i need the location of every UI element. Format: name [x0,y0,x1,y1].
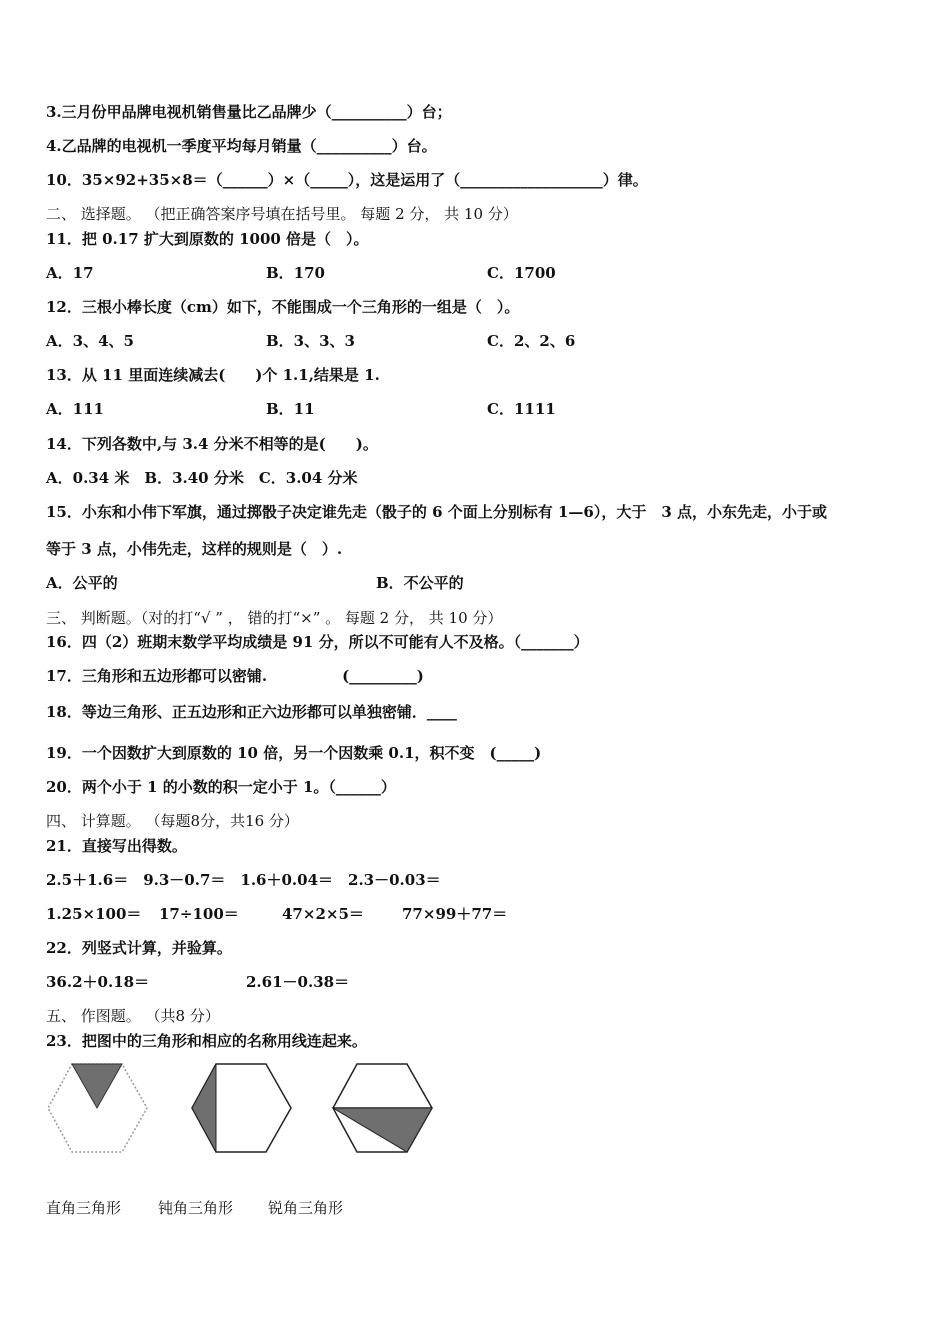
question-18: 18．等边三角形、正五边形和正六边形都可以单独密铺．____ [46,703,457,721]
question-11: 11．把 0.17 扩大到原数的 1000 倍是（ ）。 [46,230,369,248]
q12-option-c: C．2、2、6 [487,332,576,350]
hexagon-figure-2 [192,1064,291,1152]
q13-option-b: B．11 [266,400,315,418]
calc-row-2-item-4: 77×99＋77＝ [402,905,508,923]
calc-row-2-item-3: 47×2×5＝ [282,905,364,923]
q13-option-c: C．1111 [487,400,556,418]
q11-option-a: A．17 [46,264,94,282]
q14-options: A．0.34 米 B．3.40 分米 C．3.04 分米 [46,469,358,487]
hexagon-figure-1 [48,1064,147,1152]
q11-option-b: B．170 [266,264,325,282]
question-10: 10．35×92+35×8＝（______）×（_____），这是运用了（___________________）律。 [46,171,648,189]
label-obtuse-triangle: 钝角三角形 [158,1199,234,1217]
q11-option-c: C．1700 [487,264,556,282]
label-right-triangle: 直角三角形 [46,1199,122,1217]
hexagon-figure-3 [333,1064,432,1152]
question-22: 22．列竖式计算，并验算。 [46,939,232,957]
question-13: 13．从 11 里面连续减去( )个 1.1,结果是 1. [46,366,380,384]
question-23: 23．把图中的三角形和相应的名称用线连起来。 [46,1032,367,1050]
section-2-heading: 二、 选择题。 （把正确答案序号填在括号里。 每题 2 分， 共 10 分） [46,205,518,223]
q15-option-a: A．公平的 [46,574,118,592]
shaded-triangle-2 [192,1064,216,1152]
q13-option-a: A．111 [46,400,104,418]
question-15-part2: 等于 3 点，小伟先走，这样的规则是（ ）. [46,540,343,558]
calc-row-3-item-2: 2.61－0.38＝ [246,973,350,991]
question-14: 14．下列各数中,与 3.4 分米不相等的是( )。 [46,435,378,453]
question-12: 12．三根小棒长度（cm）如下，不能围成一个三角形的一组是（ ）。 [46,298,520,316]
question-15-part1: 15．小东和小伟下军旗，通过掷骰子决定谁先走（骰子的 6 个面上分别标有 1—6），大于 3 点，小东先走，小于或 [46,503,828,521]
section-5-heading: 五、 作图题。 （共8 分） [46,1007,220,1025]
calc-row-3-item-1: 36.2＋0.18＝ [46,973,150,991]
question-4: 4.乙品牌的电视机一季度平均每月销量（__________）台。 [46,137,437,155]
question-19: 19．一个因数扩大到原数的 10 倍，另一个因数乘 0.1，积不变 (_____) [46,744,542,762]
calc-row-2-item-1: 1.25×100＝ [46,905,142,923]
q12-option-a: A．3、4、5 [46,332,134,350]
q12-option-b: B．3、3、3 [266,332,355,350]
question-20: 20．两个小于 1 的小数的积一定小于 1。（______） [46,778,396,796]
label-acute-triangle: 锐角三角形 [268,1199,344,1217]
question-16: 16．四（2）班期末数学平均成绩是 91 分，所以不可能有人不及格。（_______） [46,633,589,651]
question-3: 3.三月份甲品牌电视机销售量比乙品牌少（__________）台； [46,103,452,121]
question-21: 21．直接写出得数。 [46,837,187,855]
section-3-heading: 三、 判断题。（对的打“√ ” ， 错的打“×” 。 每题 2 分， 共 10 分） [46,609,503,627]
calc-row-2-item-2: 17÷100＝ [159,905,239,923]
hexagon-figures [40,1058,460,1158]
question-17: 17．三角形和五边形都可以密铺. (_________) [46,667,424,685]
section-4-heading: 四、 计算题。 （每题8分，共16 分） [46,812,299,830]
q15-option-b: B．不公平的 [376,574,464,592]
calc-row-1: 2.5＋1.6＝ 9.3－0.7＝ 1.6＋0.04＝ 2.3－0.03＝ [46,871,441,889]
